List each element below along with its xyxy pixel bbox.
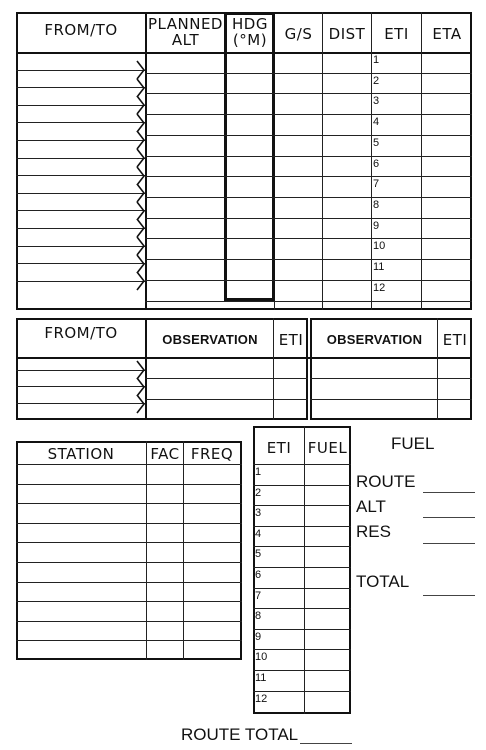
observation-row-line (310, 378, 472, 379)
fuel-log-row-number: 2 (255, 487, 262, 499)
col-divider-eti (421, 12, 422, 310)
fuel-log-row-number: 4 (255, 528, 262, 540)
from-to-row-line (16, 263, 145, 264)
from-to-row-line (16, 70, 145, 71)
fuel-log-row-number: 11 (255, 672, 267, 684)
nav-log-row-number: 4 (373, 116, 380, 128)
nav-log-row-number: 8 (373, 199, 380, 211)
station-header-freq: FREQ (190, 445, 234, 463)
fuel-summary-route: ROUTE (356, 472, 416, 491)
nav-log-row-line (145, 280, 472, 281)
chevron-right-icon (136, 394, 146, 414)
chevron-right-icon (136, 130, 146, 150)
from-to-row-line (16, 122, 145, 123)
nav-log-row-number: 9 (373, 220, 380, 232)
nav-log-row-line (145, 259, 472, 260)
station-row-line (16, 601, 242, 602)
fuel-log-row-line (253, 505, 351, 506)
fuel-log-row-line (253, 649, 351, 650)
fuel-log-row-line (253, 608, 351, 609)
fuel-log-row-number: 7 (255, 590, 262, 602)
header-hdg-unit: (°M) (232, 31, 268, 49)
header-from-to: FROM/TO (44, 21, 118, 39)
station-row-line (16, 503, 242, 504)
nav-log-row-number: 1 (373, 54, 380, 66)
chevron-right-icon (136, 148, 146, 168)
fuel-log-row-number: 6 (255, 569, 262, 581)
fuel-log-row-line (253, 485, 351, 486)
fuel-log-row-line (253, 670, 351, 671)
chevron-right-icon (136, 60, 146, 80)
obs-header-eti-right: ETI (442, 331, 468, 349)
obs-from-to-row-line (16, 386, 145, 387)
fuel-log-row-line (253, 691, 351, 692)
fuel-log-row-line (253, 588, 351, 589)
nav-log-row-line (145, 176, 472, 177)
station-header-fac: FAC (150, 445, 180, 463)
fuel-log-row-number: 10 (255, 651, 268, 663)
nav-log-row-line (145, 218, 472, 219)
nav-log-row-number: 3 (373, 95, 380, 107)
nav-log-row-number: 2 (373, 75, 380, 87)
chevron-right-icon (136, 271, 146, 291)
fuel-alt-blank[interactable] (423, 517, 475, 518)
nav-log-row-number: 6 (373, 158, 380, 170)
nav-log-row-line (145, 73, 472, 74)
from-to-row-line (16, 87, 145, 88)
from-to-row-line (16, 158, 145, 159)
nav-log-row-line (145, 135, 472, 136)
nav-log-row-line (145, 301, 472, 302)
observation-row-line (145, 399, 308, 400)
fuel-log-row-number: 8 (255, 610, 262, 622)
route-total-blank[interactable] (300, 743, 352, 744)
header-hdg: HDG (232, 15, 268, 33)
station-row-line (16, 621, 242, 622)
nav-log-row-line (145, 238, 472, 239)
station-row-line (16, 484, 242, 485)
header-eti: ETI (384, 25, 409, 43)
station-col-divider-fac (146, 441, 147, 660)
obs-from-to-row-line (16, 370, 145, 371)
header-alt: ALT (171, 31, 200, 49)
station-table (16, 441, 242, 660)
fuel-log-row-number: 5 (255, 548, 262, 560)
fuel-log-row-number: 12 (255, 693, 268, 705)
obs-header-from-to: FROM/TO (44, 324, 118, 342)
station-row-line (16, 542, 242, 543)
station-header-divider (16, 464, 242, 465)
from-to-row-line (16, 175, 145, 176)
fuel-log-header-divider (253, 464, 351, 465)
obs-header-eti-left: ETI (278, 331, 304, 349)
nav-log-row-number: 5 (373, 137, 380, 149)
fuel-log-row-line (253, 546, 351, 547)
nav-log-row-line (145, 197, 472, 198)
nav-log-row-number: 11 (373, 261, 385, 273)
observation-row-line (310, 399, 472, 400)
fuel-total-blank[interactable] (423, 595, 475, 596)
fuel-summary-title: FUEL (391, 434, 435, 453)
from-to-row-line (16, 228, 145, 229)
nav-log-row-line (145, 114, 472, 115)
from-to-row-line (16, 105, 145, 106)
col-divider-gs (322, 12, 323, 310)
header-gs: G/S (284, 25, 313, 43)
nav-log-row-number: 7 (373, 178, 380, 190)
nav-log-row-number: 12 (373, 282, 386, 294)
obs-header-observation-right: OBSERVATION (326, 332, 423, 347)
col-divider-dist (371, 12, 372, 310)
obs-from-to-row-line (16, 403, 145, 404)
header-dist: DIST (328, 25, 366, 43)
from-to-row-line (16, 140, 145, 141)
station-row-line (16, 582, 242, 583)
from-to-row-line (16, 193, 145, 194)
fuel-log-row-line (253, 526, 351, 527)
route-total-label: ROUTE TOTAL (181, 725, 299, 744)
station-header-station: STATION (47, 445, 115, 463)
station-col-divider-freq (183, 441, 184, 660)
obs-header-observation-left: OBSERVATION (162, 332, 258, 347)
chevron-right-icon (136, 183, 146, 203)
fuel-log-header-eti: ETI (266, 439, 292, 457)
fuel-log-row-number: 1 (255, 466, 262, 478)
station-row-line (16, 640, 242, 641)
fuel-log-row-number: 9 (255, 631, 262, 643)
fuel-log-header-fuel: FUEL (307, 439, 348, 457)
station-row-line (16, 523, 242, 524)
header-planned: PLANNED (148, 15, 223, 33)
fuel-log-row-number: 3 (255, 507, 262, 519)
from-to-row-line (16, 281, 145, 282)
chevron-right-icon (136, 218, 146, 238)
fuel-log-row-line (253, 629, 351, 630)
nav-log-row-line (145, 93, 472, 94)
nav-log-row-number: 10 (373, 240, 386, 252)
fuel-summary-total: TOTAL (356, 572, 410, 591)
chevron-right-icon (136, 95, 146, 115)
fuel-summary-res: RES (356, 522, 391, 541)
fuel-res-blank[interactable] (423, 543, 475, 544)
station-row-line (16, 562, 242, 563)
header-eta: ETA (432, 25, 462, 43)
from-to-row-line (16, 246, 145, 247)
observation-header-divider (16, 357, 472, 359)
observation-row-line (145, 378, 308, 379)
fuel-route-blank[interactable] (423, 492, 475, 493)
chevron-right-icon (136, 236, 146, 256)
fuel-summary-alt: ALT (356, 497, 386, 516)
fuel-log-row-line (253, 567, 351, 568)
from-to-row-line (16, 210, 145, 211)
nav-log-row-line (145, 156, 472, 157)
